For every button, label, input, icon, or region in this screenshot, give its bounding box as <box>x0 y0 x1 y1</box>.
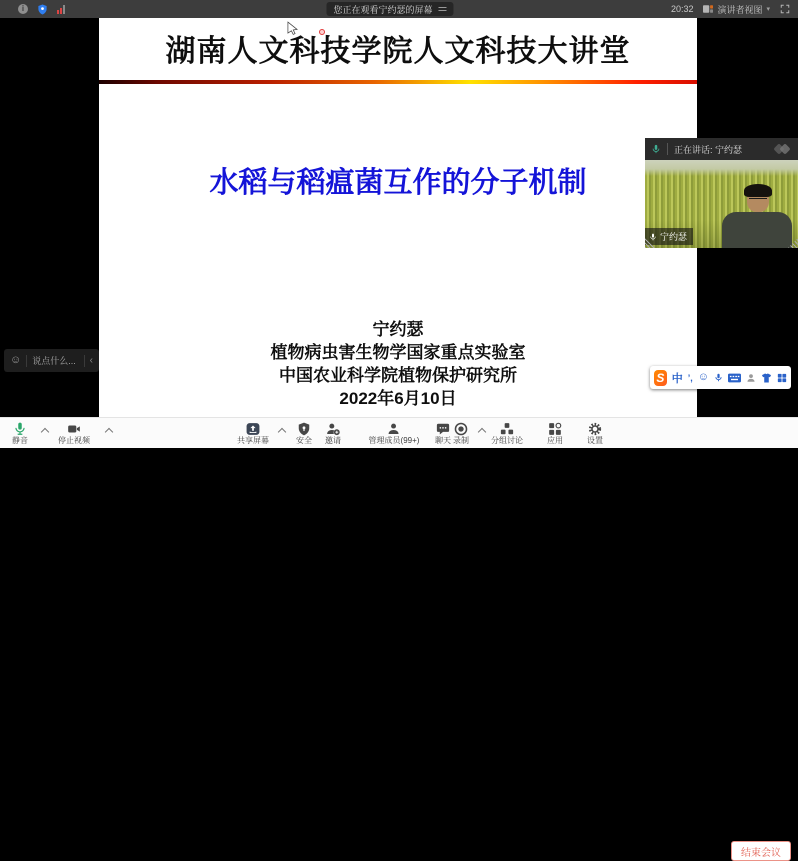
ime-account-icon[interactable] <box>746 373 756 383</box>
slide-header-title: 湖南人文科技学院人文科技大讲堂 <box>165 35 631 68</box>
ime-toolbox-icon[interactable] <box>777 373 787 383</box>
quick-chat-bar[interactable] <box>4 349 99 372</box>
apps-label: 应用 <box>547 436 563 445</box>
apps-grid-icon <box>548 421 563 436</box>
chat-divider <box>26 355 27 367</box>
chat-button[interactable] <box>435 421 451 445</box>
speaking-label: 正在讲话: 宁约瑟 <box>674 144 743 155</box>
slide-institute: 中国农业科学院植物保护研究所 <box>279 366 517 385</box>
share-screen-label: 共享屏幕 <box>237 436 269 445</box>
header-divider <box>667 143 668 155</box>
mute-label: 静音 <box>12 436 28 445</box>
meeting-watermark-icon <box>774 143 792 155</box>
presentation-slide <box>99 18 697 417</box>
share-screen-button[interactable] <box>237 421 269 445</box>
slide-main-title: 水稻与稻瘟菌互作的分子机制 <box>209 167 587 199</box>
speaker-view-icon <box>703 5 713 13</box>
laser-pointer-dot <box>319 29 325 35</box>
shield-icon <box>297 421 312 436</box>
settings-button[interactable] <box>587 421 603 445</box>
participant-name-tag <box>645 228 693 245</box>
watching-banner <box>326 2 453 16</box>
breakout-rooms-button[interactable] <box>491 421 523 445</box>
stop-video-button[interactable] <box>58 421 90 445</box>
top-bar-status-icons <box>18 0 65 18</box>
ime-keyboard-icon[interactable] <box>728 373 741 383</box>
slide-credits <box>99 318 697 410</box>
chat-collapse-arrow[interactable]: ‹ <box>89 355 93 366</box>
slide-author: 宁约瑟 <box>372 320 424 339</box>
chat-label: 聊天 <box>435 436 451 445</box>
security-label: 安全 <box>296 436 312 445</box>
name-tag-mic-icon <box>649 232 657 242</box>
sogou-logo-icon[interactable]: S <box>654 370 667 386</box>
record-label: 录制 <box>453 436 469 445</box>
video-options-caret[interactable] <box>106 427 112 433</box>
slide-lab: 植物病虫害生物学国家重点实验室 <box>270 343 526 362</box>
end-meeting-button[interactable]: 结束会议 <box>731 841 791 861</box>
manage-members-label: 管理成员(99+) <box>368 436 420 445</box>
mouse-cursor-icon <box>287 22 298 35</box>
chat-bubble-icon <box>436 421 451 436</box>
info-icon[interactable]: i <box>18 4 28 14</box>
ime-voice-icon[interactable] <box>714 372 723 383</box>
mute-options-caret[interactable] <box>42 427 48 433</box>
apps-button[interactable] <box>547 421 563 445</box>
presenter-figure <box>718 184 792 248</box>
stop-video-label: 停止视频 <box>58 436 90 445</box>
ime-skin-icon[interactable] <box>761 373 772 383</box>
share-screen-icon <box>246 421 261 436</box>
clock-text: 20:32 <box>670 4 694 14</box>
top-bar <box>0 0 798 18</box>
fullscreen-icon[interactable] <box>780 4 790 14</box>
microphone-icon <box>13 421 28 436</box>
network-signal-icon[interactable] <box>57 5 65 14</box>
ime-emoji-icon[interactable]: ☺ <box>697 371 709 383</box>
emoji-icon[interactable]: ☺ <box>10 354 22 366</box>
record-icon <box>454 421 469 436</box>
chat-input-placeholder[interactable]: 说点什么... <box>32 356 76 366</box>
security-shield-icon[interactable] <box>37 4 48 15</box>
top-bar-right <box>671 0 790 18</box>
breakout-squares-icon <box>500 421 515 436</box>
person-plus-icon <box>326 421 341 436</box>
meeting-toolbar <box>0 417 798 859</box>
share-options-caret[interactable] <box>279 427 285 433</box>
invite-label: 邀请 <box>325 436 341 445</box>
view-mode-caret-icon: ▾ <box>766 6 770 13</box>
invite-button[interactable] <box>325 421 341 445</box>
video-panel-header <box>645 138 798 160</box>
slide-gradient-divider <box>99 80 697 84</box>
ime-toolbar[interactable] <box>650 366 791 389</box>
gear-icon <box>588 421 603 436</box>
slide-date: 2022年6月10日 <box>339 389 457 408</box>
speaking-mic-icon <box>651 143 661 155</box>
settings-label: 设置 <box>587 436 603 445</box>
security-button[interactable] <box>296 421 312 445</box>
mute-button[interactable] <box>12 421 28 445</box>
person-icon <box>387 421 402 436</box>
record-button[interactable] <box>453 421 469 445</box>
camera-icon <box>67 421 82 436</box>
record-options-caret[interactable] <box>479 427 485 433</box>
watching-banner-text: 您正在观看宁约瑟的屏幕 <box>333 4 433 15</box>
view-mode-label: 演讲者视图 <box>717 4 763 15</box>
chat-divider <box>84 355 85 367</box>
manage-members-button[interactable] <box>369 421 420 445</box>
breakout-rooms-label: 分组讨论 <box>491 436 523 445</box>
participant-name: 宁约瑟 <box>660 232 688 242</box>
banner-screens-icon[interactable] <box>439 7 447 12</box>
view-mode-button[interactable] <box>703 3 770 16</box>
ime-language-mode[interactable]: 中 <box>671 372 683 385</box>
speaker-video-panel[interactable] <box>645 138 798 248</box>
ime-punctuation-toggle[interactable]: ’, <box>687 372 693 383</box>
video-feed <box>645 160 798 248</box>
